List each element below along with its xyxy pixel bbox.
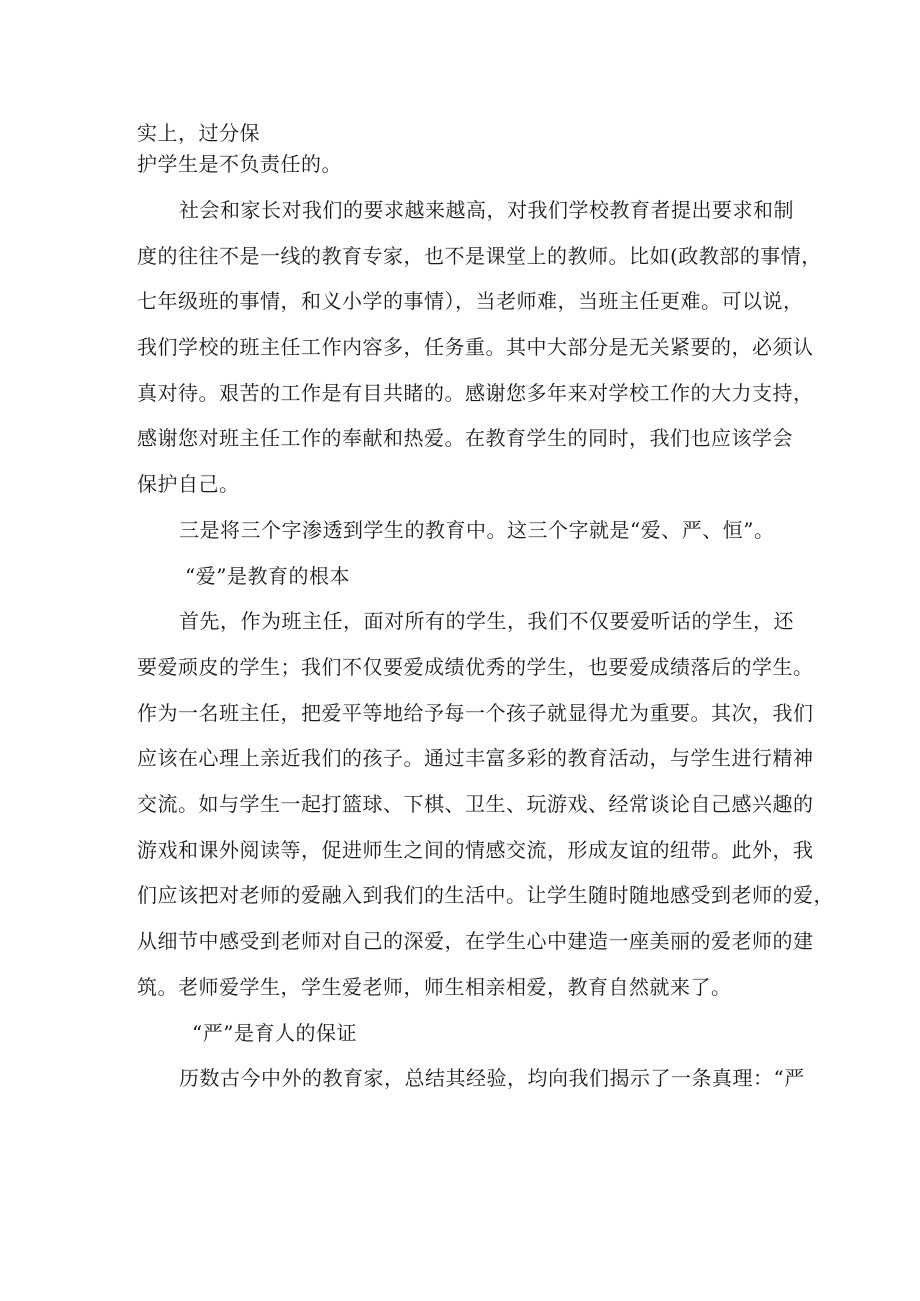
text-line: 真对待。艰苦的工作是有目共睹的。感谢您多年来对学校工作的大力支持， <box>137 381 814 405</box>
text-line: 我们学校的班主任工作内容多，任务重。其中大部分是无关紧要的，必须认 <box>137 335 814 359</box>
text-line: 游戏和课外阅读等，促进师生之间的情感交流，形成友谊的纽带。此外，我 <box>137 838 814 862</box>
paragraph-line: 三是将三个字渗透到学生的教育中。这三个字就是“爱、严、恒”。 <box>179 518 775 542</box>
paragraph-line: 首先，作为班主任，面对所有的学生，我们不仅要爱听话的学生，还 <box>179 609 794 633</box>
text-line: 七年级班的事情，和义小学的事情），当老师难，当班主任更难。可以说， <box>137 289 804 313</box>
text-line: 实上，过分保 <box>137 121 260 145</box>
text-line: 保护自己。 <box>137 472 240 496</box>
text-line: 度的往往不是一线的教育专家，也不是课堂上的教师。比如(政教部的事情， <box>137 244 822 268</box>
section-heading-love: “爱”是教育的根本 <box>185 564 350 588</box>
text-line: 作为一名班主任，把爱平等地给予每一个孩子就显得尤为重要。其次，我们 <box>137 701 814 725</box>
paragraph-line: 历数古今中外的教育家，总结其经验，均向我们揭示了一条真理：“严 <box>179 1066 805 1090</box>
text-line: 交流。如与学生一起打篮球、下棋、卫生、玩游戏、经常谈论自己感兴趣的 <box>137 792 814 816</box>
text-line: 从细节中感受到老师对自己的深爱，在学生心中建造一座美丽的爱老师的建 <box>137 929 814 953</box>
text-line: 们应该把对老师的爱融入到我们的生活中。让学生随时随地感受到老师的爱， <box>137 883 834 907</box>
text-line: 要爱顽皮的学生；我们不仅要爱成绩优秀的学生，也要爱成绩落后的学生。 <box>137 655 814 679</box>
text-line: 筑。老师爱学生，学生爱老师，师生相亲相爱，教育自然就来了。 <box>137 975 732 999</box>
text-line: 护学生是不负责任的。 <box>137 152 342 176</box>
text-line: 感谢您对班主任工作的奉献和热爱。在教育学生的同时，我们也应该学会 <box>137 426 793 450</box>
section-heading-strict: “严”是育人的保证 <box>192 1021 357 1045</box>
paragraph-line: 社会和家长对我们的要求越来越高，对我们学校教育者提出要求和制 <box>179 198 794 222</box>
text-line: 应该在心理上亲近我们的孩子。通过丰富多彩的教育活动，与学生进行精神 <box>137 746 814 770</box>
